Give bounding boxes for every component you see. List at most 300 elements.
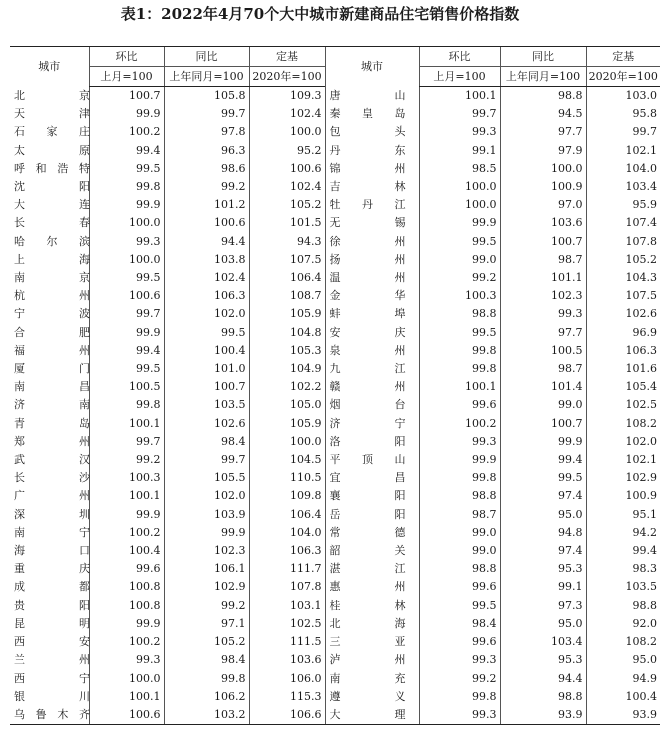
table-row	[10, 524, 660, 542]
city-name: 宜 昌	[329, 471, 406, 485]
city-name: 烟 台	[329, 398, 406, 412]
city-name: 韶 关	[329, 544, 406, 558]
mom-value-right: 99.0	[419, 251, 500, 269]
city-cell-right	[325, 542, 419, 560]
fixed-value-right: 95.0	[586, 651, 660, 669]
fixed-value-right: 99.7	[586, 123, 660, 141]
mom-value-right: 99.3	[419, 706, 500, 725]
mom-value-right: 100.1	[419, 378, 500, 396]
yoy-value-left: 94.4	[164, 233, 249, 251]
mom-value-right: 100.0	[419, 196, 500, 214]
header-yoy-base-right: 上年同月=100	[500, 67, 586, 87]
yoy-value-right: 97.4	[500, 487, 586, 505]
fixed-value-right: 102.1	[586, 142, 660, 160]
city-cell-left	[10, 469, 89, 487]
city-cell-left	[10, 688, 89, 706]
table-row	[10, 287, 660, 305]
yoy-value-left: 100.4	[164, 342, 249, 360]
city-cell-left	[10, 178, 89, 196]
city-name: 泸 州	[329, 653, 406, 667]
city-name: 北 京	[14, 88, 90, 102]
yoy-value-right: 97.3	[500, 597, 586, 615]
mom-value-right: 99.6	[419, 578, 500, 596]
fixed-value-right: 108.2	[586, 633, 660, 651]
fixed-value-left: 107.5	[249, 251, 325, 269]
city-cell-right	[325, 160, 419, 178]
yoy-value-right: 99.5	[500, 469, 586, 487]
fixed-value-left: 105.2	[249, 196, 325, 214]
table-row	[10, 615, 660, 633]
fixed-value-right: 95.9	[586, 196, 660, 214]
city-name: 石家庄	[14, 125, 90, 139]
city-name: 上 海	[14, 252, 90, 266]
fixed-value-right: 94.2	[586, 524, 660, 542]
city-name: 包 头	[329, 125, 406, 139]
fixed-value-right: 106.3	[586, 342, 660, 360]
yoy-value-right: 95.3	[500, 560, 586, 578]
city-cell-right	[325, 105, 419, 123]
fixed-value-right: 102.1	[586, 451, 660, 469]
fixed-value-left: 111.7	[249, 560, 325, 578]
fixed-value-right: 94.9	[586, 670, 660, 688]
city-cell-left	[10, 396, 89, 414]
city-cell-left	[10, 251, 89, 269]
mom-value-right: 99.2	[419, 670, 500, 688]
fixed-value-left: 102.4	[249, 105, 325, 123]
city-cell-right	[325, 287, 419, 305]
table-row	[10, 706, 660, 725]
yoy-value-right: 97.0	[500, 196, 586, 214]
fixed-value-right: 107.4	[586, 214, 660, 232]
table-row	[10, 415, 660, 433]
mom-value-left: 100.2	[89, 123, 164, 141]
table-row	[10, 105, 660, 123]
mom-value-left: 100.0	[89, 251, 164, 269]
mom-value-left: 99.9	[89, 105, 164, 123]
fixed-value-left: 104.0	[249, 524, 325, 542]
mom-value-right: 99.5	[419, 324, 500, 342]
yoy-value-right: 103.4	[500, 633, 586, 651]
city-cell-right	[325, 233, 419, 251]
city-name: 长 沙	[14, 471, 90, 485]
fixed-value-left: 109.8	[249, 487, 325, 505]
city-name: 洛 阳	[329, 434, 406, 448]
mom-value-left: 100.5	[89, 378, 164, 396]
mom-value-right: 99.3	[419, 651, 500, 669]
city-name: 西 宁	[14, 671, 90, 685]
mom-value-right: 98.7	[419, 506, 500, 524]
fixed-value-right: 95.8	[586, 105, 660, 123]
city-cell-right	[325, 142, 419, 160]
header-city-right: 城市	[325, 47, 419, 87]
table-row	[10, 651, 660, 669]
fixed-value-right: 108.2	[586, 415, 660, 433]
header-city-left: 城市	[10, 47, 89, 87]
price-index-table	[10, 46, 660, 725]
fixed-value-right: 101.6	[586, 360, 660, 378]
fixed-value-right: 99.4	[586, 542, 660, 560]
table-row	[10, 433, 660, 451]
city-cell-right	[325, 269, 419, 287]
fixed-value-right: 107.5	[586, 287, 660, 305]
yoy-value-right: 98.7	[500, 360, 586, 378]
city-cell-right	[325, 324, 419, 342]
mom-value-left: 100.0	[89, 670, 164, 688]
fixed-value-left: 102.4	[249, 178, 325, 196]
city-name: 常 德	[329, 525, 406, 539]
fixed-value-left: 102.2	[249, 378, 325, 396]
city-name: 丹 东	[329, 143, 406, 157]
table-row	[10, 597, 660, 615]
fixed-value-right: 102.5	[586, 396, 660, 414]
yoy-value-left: 100.7	[164, 378, 249, 396]
mom-value-right: 99.0	[419, 524, 500, 542]
city-name: 武 汉	[14, 453, 90, 467]
table-row	[10, 487, 660, 505]
table-row	[10, 396, 660, 414]
city-cell-left	[10, 360, 89, 378]
header-yoy-left: 同比	[164, 47, 249, 67]
yoy-value-left: 96.3	[164, 142, 249, 160]
city-cell-right	[325, 415, 419, 433]
fixed-value-right: 105.2	[586, 251, 660, 269]
table-row	[10, 251, 660, 269]
table-row	[10, 178, 660, 196]
city-name: 泉 州	[329, 343, 406, 357]
fixed-value-right: 104.0	[586, 160, 660, 178]
city-name: 太 原	[14, 143, 90, 157]
header-mom-base-right: 上月=100	[419, 67, 500, 87]
header-mom-right: 环比	[419, 47, 500, 67]
mom-value-right: 100.1	[419, 87, 500, 106]
mom-value-right: 99.6	[419, 633, 500, 651]
city-cell-left	[10, 542, 89, 560]
mom-value-right: 100.0	[419, 178, 500, 196]
table-title: 表1：2022年4月70个大中城市新建商品住宅销售价格指数	[120, 5, 520, 23]
city-name: 重 庆	[14, 562, 90, 576]
yoy-value-right: 97.7	[500, 123, 586, 141]
mom-value-left: 99.5	[89, 160, 164, 178]
yoy-value-left: 105.2	[164, 633, 249, 651]
city-name: 蚌 埠	[329, 307, 406, 321]
table-row	[10, 305, 660, 323]
yoy-value-right: 100.0	[500, 160, 586, 178]
city-name: 济 宁	[329, 416, 406, 430]
table-row	[10, 670, 660, 688]
table-row	[10, 560, 660, 578]
fixed-value-left: 104.9	[249, 360, 325, 378]
city-cell-left	[10, 87, 89, 106]
fixed-value-right: 102.0	[586, 433, 660, 451]
fixed-value-left: 105.9	[249, 305, 325, 323]
table-row	[10, 142, 660, 160]
city-cell-right	[325, 524, 419, 542]
city-cell-right	[325, 360, 419, 378]
city-cell-left	[10, 633, 89, 651]
city-name: 赣 州	[329, 380, 406, 394]
fixed-value-left: 100.0	[249, 433, 325, 451]
city-name: 遵 义	[329, 689, 406, 703]
header-fixed-left: 定基	[249, 47, 325, 67]
city-cell-left	[10, 524, 89, 542]
table-row	[10, 542, 660, 560]
city-cell-left	[10, 670, 89, 688]
mom-value-right: 99.8	[419, 360, 500, 378]
yoy-value-right: 101.1	[500, 269, 586, 287]
fixed-value-right: 103.5	[586, 578, 660, 596]
city-name: 牡丹江	[329, 198, 406, 212]
table-row	[10, 324, 660, 342]
mom-value-right: 99.0	[419, 542, 500, 560]
city-cell-left	[10, 342, 89, 360]
city-name: 贵 阳	[14, 598, 90, 612]
city-name: 海 口	[14, 544, 90, 558]
yoy-value-right: 99.1	[500, 578, 586, 596]
header-yoy-base-left: 上年同月=100	[164, 67, 249, 87]
mom-value-right: 99.5	[419, 233, 500, 251]
yoy-value-right: 95.3	[500, 651, 586, 669]
fixed-value-left: 100.0	[249, 123, 325, 141]
city-cell-right	[325, 688, 419, 706]
mom-value-left: 100.2	[89, 524, 164, 542]
fixed-value-left: 111.5	[249, 633, 325, 651]
yoy-value-right: 97.9	[500, 142, 586, 160]
fixed-value-left: 115.3	[249, 688, 325, 706]
mom-value-right: 100.2	[419, 415, 500, 433]
city-cell-right	[325, 615, 419, 633]
mom-value-right: 99.9	[419, 214, 500, 232]
city-name: 郑 州	[14, 434, 90, 448]
mom-value-left: 100.7	[89, 87, 164, 106]
city-name: 广 州	[14, 489, 90, 503]
city-name: 沈 阳	[14, 180, 90, 194]
city-cell-right	[325, 305, 419, 323]
yoy-value-left: 98.6	[164, 160, 249, 178]
yoy-value-right: 94.5	[500, 105, 586, 123]
fixed-value-left: 104.8	[249, 324, 325, 342]
city-cell-right	[325, 378, 419, 396]
yoy-value-left: 102.4	[164, 269, 249, 287]
fixed-value-right: 98.3	[586, 560, 660, 578]
city-name: 九 江	[329, 362, 406, 376]
mom-value-right: 99.9	[419, 451, 500, 469]
yoy-value-right: 97.7	[500, 324, 586, 342]
fixed-value-right: 103.4	[586, 178, 660, 196]
yoy-value-left: 105.5	[164, 469, 249, 487]
mom-value-left: 99.8	[89, 396, 164, 414]
yoy-value-right: 99.9	[500, 433, 586, 451]
yoy-value-left: 102.6	[164, 415, 249, 433]
yoy-value-left: 103.8	[164, 251, 249, 269]
city-cell-right	[325, 196, 419, 214]
city-name: 长 春	[14, 216, 90, 230]
city-cell-right	[325, 87, 419, 106]
fixed-value-left: 103.1	[249, 597, 325, 615]
header-fixed-right: 定基	[586, 47, 660, 67]
city-name: 襄 阳	[329, 489, 406, 503]
yoy-value-right: 101.4	[500, 378, 586, 396]
mom-value-left: 99.9	[89, 324, 164, 342]
city-name: 桂 林	[329, 598, 406, 612]
city-cell-left	[10, 287, 89, 305]
city-cell-right	[325, 396, 419, 414]
mom-value-left: 100.6	[89, 287, 164, 305]
city-cell-left	[10, 578, 89, 596]
table-row	[10, 233, 660, 251]
table-row	[10, 123, 660, 141]
header-fixed-base-right: 2020年=100	[586, 67, 660, 87]
mom-value-right: 98.4	[419, 615, 500, 633]
city-cell-left	[10, 487, 89, 505]
mom-value-left: 99.3	[89, 233, 164, 251]
city-name: 合 肥	[14, 325, 90, 339]
city-cell-right	[325, 578, 419, 596]
city-cell-right	[325, 451, 419, 469]
mom-value-left: 99.2	[89, 451, 164, 469]
city-name: 厦 门	[14, 362, 90, 376]
city-name: 温 州	[329, 271, 406, 285]
city-cell-right	[325, 469, 419, 487]
city-name: 昆 明	[14, 616, 90, 630]
yoy-value-right: 103.6	[500, 214, 586, 232]
mom-value-left: 99.4	[89, 342, 164, 360]
yoy-value-right: 95.0	[500, 506, 586, 524]
mom-value-left: 99.3	[89, 651, 164, 669]
header-yoy-right: 同比	[500, 47, 586, 67]
city-cell-left	[10, 597, 89, 615]
yoy-value-right: 94.4	[500, 670, 586, 688]
city-cell-left	[10, 615, 89, 633]
fixed-value-left: 106.4	[249, 269, 325, 287]
mom-value-right: 99.8	[419, 469, 500, 487]
header-mom-base-left: 上月=100	[89, 67, 164, 87]
mom-value-right: 98.8	[419, 560, 500, 578]
city-name: 平顶山	[329, 453, 406, 467]
city-name: 扬 州	[329, 252, 406, 266]
city-name: 成 都	[14, 580, 90, 594]
city-cell-left	[10, 451, 89, 469]
fixed-value-right: 103.0	[586, 87, 660, 106]
table-row	[10, 633, 660, 651]
mom-value-right: 99.1	[419, 142, 500, 160]
city-name: 吉 林	[329, 180, 406, 194]
fixed-value-left: 95.2	[249, 142, 325, 160]
yoy-value-left: 97.1	[164, 615, 249, 633]
city-cell-left	[10, 123, 89, 141]
mom-value-left: 100.4	[89, 542, 164, 560]
mom-value-left: 99.9	[89, 506, 164, 524]
city-cell-left	[10, 560, 89, 578]
header-mom-left: 环比	[89, 47, 164, 67]
city-cell-left	[10, 160, 89, 178]
mom-value-left: 100.8	[89, 597, 164, 615]
fixed-value-left: 110.5	[249, 469, 325, 487]
fixed-value-left: 109.3	[249, 87, 325, 106]
city-cell-right	[325, 178, 419, 196]
yoy-value-left: 99.7	[164, 105, 249, 123]
table-row	[10, 469, 660, 487]
city-name: 湛 江	[329, 562, 406, 576]
city-name: 宁 波	[14, 307, 90, 321]
yoy-value-left: 102.0	[164, 487, 249, 505]
city-name: 天 津	[14, 107, 90, 121]
mom-value-left: 99.4	[89, 142, 164, 160]
fixed-value-right: 92.0	[586, 615, 660, 633]
yoy-value-left: 98.4	[164, 651, 249, 669]
table-row	[10, 214, 660, 232]
yoy-value-right: 94.8	[500, 524, 586, 542]
city-cell-right	[325, 633, 419, 651]
fixed-value-right: 102.9	[586, 469, 660, 487]
mom-value-right: 98.8	[419, 305, 500, 323]
fixed-value-left: 106.0	[249, 670, 325, 688]
mom-value-left: 100.3	[89, 469, 164, 487]
city-name: 乌鲁木齐	[14, 707, 90, 721]
city-name: 青 岛	[14, 416, 90, 430]
mom-value-left: 100.1	[89, 415, 164, 433]
yoy-value-right: 102.3	[500, 287, 586, 305]
city-cell-left	[10, 105, 89, 123]
city-cell-left	[10, 378, 89, 396]
city-name: 惠 州	[329, 580, 406, 594]
yoy-value-left: 102.9	[164, 578, 249, 596]
yoy-value-right: 100.7	[500, 233, 586, 251]
yoy-value-right: 99.4	[500, 451, 586, 469]
fixed-value-left: 94.3	[249, 233, 325, 251]
fixed-value-right: 102.6	[586, 305, 660, 323]
city-name: 济 南	[14, 398, 90, 412]
city-name: 金 华	[329, 289, 406, 303]
fixed-value-right: 93.9	[586, 706, 660, 725]
yoy-value-left: 103.2	[164, 706, 249, 725]
mom-value-right: 98.5	[419, 160, 500, 178]
yoy-value-left: 101.0	[164, 360, 249, 378]
city-name: 兰 州	[14, 653, 90, 667]
city-cell-right	[325, 670, 419, 688]
city-name: 北 海	[329, 616, 406, 630]
yoy-value-right: 98.8	[500, 87, 586, 106]
yoy-value-right: 99.3	[500, 305, 586, 323]
city-cell-right	[325, 506, 419, 524]
fixed-value-left: 105.3	[249, 342, 325, 360]
fixed-value-right: 100.4	[586, 688, 660, 706]
yoy-value-left: 106.1	[164, 560, 249, 578]
city-cell-right	[325, 560, 419, 578]
city-name: 南 宁	[14, 525, 90, 539]
yoy-value-right: 98.7	[500, 251, 586, 269]
yoy-value-left: 99.5	[164, 324, 249, 342]
table-row	[10, 160, 660, 178]
city-cell-right	[325, 123, 419, 141]
mom-value-right: 99.8	[419, 688, 500, 706]
mom-value-left: 99.5	[89, 269, 164, 287]
city-name: 秦皇岛	[329, 107, 406, 121]
city-name: 锦 州	[329, 161, 406, 175]
table-row	[10, 578, 660, 596]
table-row	[10, 87, 660, 106]
yoy-value-right: 97.4	[500, 542, 586, 560]
mom-value-left: 100.1	[89, 688, 164, 706]
yoy-value-right: 93.9	[500, 706, 586, 725]
mom-value-left: 99.9	[89, 615, 164, 633]
city-name: 银 川	[14, 689, 90, 703]
fixed-value-right: 98.8	[586, 597, 660, 615]
city-cell-right	[325, 487, 419, 505]
yoy-value-left: 99.7	[164, 451, 249, 469]
fixed-value-right: 96.9	[586, 324, 660, 342]
city-name: 南 昌	[14, 380, 90, 394]
city-name: 哈尔滨	[14, 234, 90, 248]
